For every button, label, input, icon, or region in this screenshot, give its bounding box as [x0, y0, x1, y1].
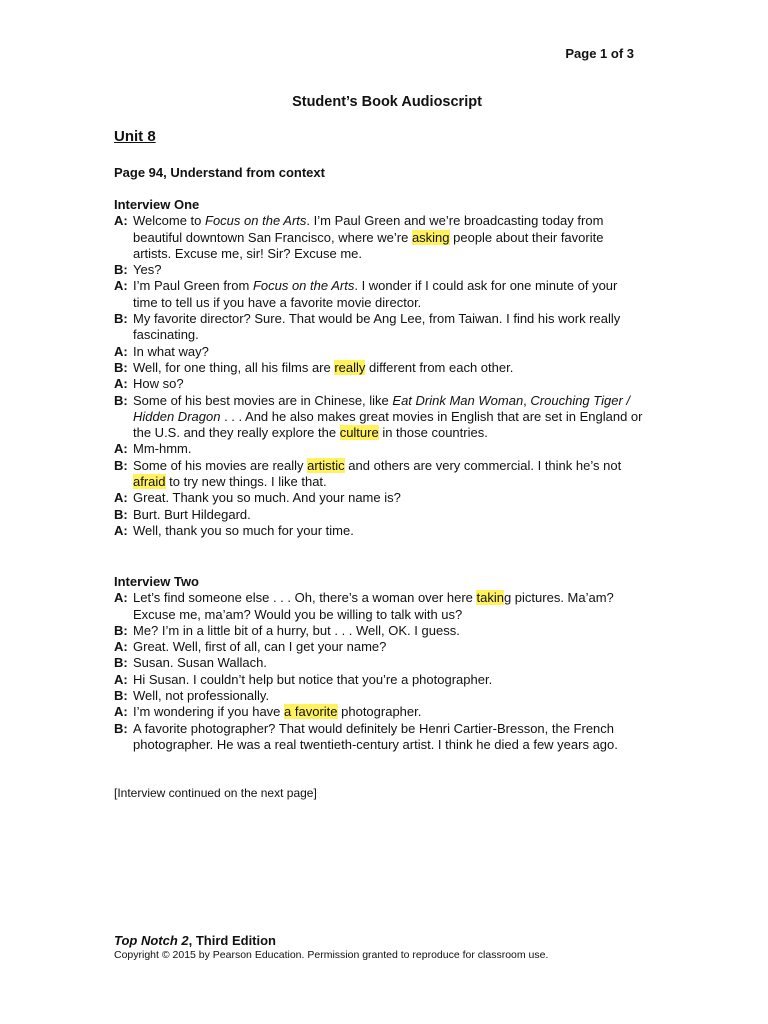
- speaker-label: B:: [114, 262, 128, 278]
- dialogue-text: Well, thank you so much for your time.: [133, 522, 354, 538]
- dialogue-text: to try new things. I like that.: [165, 474, 327, 490]
- highlighted-text: artistic: [307, 457, 345, 473]
- dialogue-line: [114, 704, 644, 720]
- dialogue-text: Me? I’m in a little bit of a hurry, but . . . Well, OK. I guess.: [133, 622, 460, 638]
- dialogue-text: I’m Paul Green from: [133, 278, 253, 294]
- dialogue-line: [114, 639, 644, 655]
- dialogue-line: [114, 393, 644, 442]
- dialogue-text: Let’s find someone else . . . Oh, there’s a woman over here: [133, 590, 477, 606]
- highlighted-text: really: [334, 359, 366, 375]
- dialogue-text: different from each other.: [365, 359, 514, 375]
- footer-edition-label: , Third Edition: [188, 933, 277, 948]
- speaker-label: A:: [114, 278, 128, 294]
- highlighted-text: afraid: [133, 474, 166, 490]
- speaker-label: A:: [114, 590, 128, 606]
- title-text: Crouching Tiger / Hidden Dragon: [133, 392, 631, 424]
- speaker-label: B:: [114, 457, 128, 473]
- dialogue-text: photographer.: [337, 704, 422, 720]
- highlighted-text: culture: [339, 425, 379, 441]
- section-heading: Page 94, Understand from context: [114, 165, 325, 180]
- speaker-label: A:: [114, 490, 128, 506]
- speaker-label: B:: [114, 688, 128, 704]
- dialogue-line: [114, 590, 644, 623]
- unit-heading: Unit 8: [114, 128, 156, 145]
- speaker-label: A:: [114, 441, 128, 457]
- speaker-label: B:: [114, 720, 128, 736]
- dialogue-text: ,: [523, 392, 531, 408]
- dialogue-line: [114, 441, 644, 457]
- speaker-label: A:: [114, 704, 128, 720]
- interview-two-lines: [114, 590, 644, 753]
- dialogue-line: [114, 655, 644, 671]
- dialogue-text: My favorite director? Sure. That would be Ang Lee, from Taiwan. I find his work really fascinating.: [133, 311, 621, 343]
- dialogue-text: How so?: [133, 376, 184, 392]
- footer-book-title: Top Notch 2: [114, 933, 189, 948]
- dialogue-line: [114, 344, 644, 360]
- dialogue-text: Great. Thank you so much. And your name is?: [133, 490, 401, 506]
- interview-two: [114, 574, 644, 753]
- page-number: Page 1 of 3: [565, 46, 634, 61]
- interview-one: [114, 197, 644, 539]
- footer-copyright: Copyright © 2015 by Pearson Education. Permission granted to reproduce for classroom use.: [114, 949, 549, 961]
- footer-edition: [114, 933, 276, 948]
- dialogue-text: and others are very commercial. I think he’s not: [344, 457, 622, 473]
- dialogue-text: Well, for one thing, all his films are: [133, 359, 335, 375]
- dialogue-text: Susan. Susan Wallach.: [133, 655, 267, 671]
- dialogue-line: [114, 507, 644, 523]
- dialogue-line: [114, 262, 644, 278]
- speaker-label: A:: [114, 213, 128, 229]
- title-text: Focus on the Arts: [252, 278, 355, 294]
- dialogue-text: . I’m Paul Green and we’re broadcasting today from beautiful downtown San Francisco, where we’re: [133, 213, 604, 245]
- speaker-label: B:: [114, 392, 128, 408]
- document-title: Student’s Book Audioscript: [292, 94, 482, 110]
- speaker-label: B:: [114, 359, 128, 375]
- dialogue-text: Burt. Burt Hildegard.: [133, 506, 251, 522]
- dialogue-text: . I wonder if I could ask for one minute of your time to tell us if you have a favorite movie director.: [133, 278, 618, 310]
- interview-two-title: Interview Two: [114, 574, 199, 589]
- dialogue-text: I’m wondering if you have: [133, 704, 285, 720]
- speaker-label: B:: [114, 622, 128, 638]
- dialogue-line: [114, 376, 644, 392]
- dialogue-line: [114, 311, 644, 344]
- dialogue-line: [114, 523, 644, 539]
- title-text: Focus on the Arts: [205, 213, 307, 229]
- dialogue-line: [114, 688, 644, 704]
- dialogue-text: Some of his movies are really: [133, 457, 308, 473]
- dialogue-text: . . . And he also makes great movies in English that are set in England or the U.S. and they really explore the: [133, 408, 643, 441]
- dialogue-text: Well, not professionally.: [133, 688, 270, 704]
- dialogue-line: [114, 213, 644, 262]
- dialogue-line: [114, 458, 644, 491]
- dialogue-line: [114, 360, 644, 376]
- dialogue-text: Some of his best movies are in Chinese, like: [133, 392, 393, 408]
- dialogue-line: [114, 490, 644, 506]
- dialogue-text: Mm-hmm.: [133, 441, 192, 457]
- dialogue-text: people about their favorite artists. Excuse me, sir! Sir? Excuse me.: [133, 229, 604, 261]
- dialogue-text: Welcome to: [133, 213, 206, 229]
- dialogue-text: g pictures. Ma’am? Excuse me, ma’am? Would you be willing to talk with us?: [133, 590, 614, 622]
- dialogue-line: [114, 278, 644, 311]
- dialogue-text: Yes?: [133, 262, 162, 278]
- speaker-label: B:: [114, 506, 128, 522]
- dialogue-line: [114, 623, 644, 639]
- interview-one-lines: [114, 213, 644, 539]
- continued-note: [Interview continued on the next page]: [114, 786, 317, 800]
- highlighted-text: takin: [476, 590, 504, 606]
- speaker-label: B:: [114, 311, 128, 327]
- speaker-label: A:: [114, 522, 128, 538]
- highlighted-text: asking: [411, 229, 450, 245]
- dialogue-text: In what way?: [133, 343, 209, 359]
- interview-one-title: Interview One: [114, 197, 200, 212]
- dialogue-text: Hi Susan. I couldn’t help but notice that you’re a photographer.: [133, 671, 493, 687]
- dialogue-text: in those countries.: [378, 425, 488, 441]
- dialogue-line: [114, 672, 644, 688]
- dialogue-line: [114, 721, 644, 754]
- highlighted-text: a favorite: [284, 704, 338, 720]
- speaker-label: A:: [114, 639, 128, 655]
- speaker-label: A:: [114, 376, 128, 392]
- title-text: Eat Drink Man Woman: [392, 392, 524, 408]
- speaker-label: A:: [114, 671, 128, 687]
- dialogue-text: Great. Well, first of all, can I get your name?: [133, 639, 387, 655]
- speaker-label: B:: [114, 655, 128, 671]
- speaker-label: A:: [114, 343, 128, 359]
- dialogue-text: A favorite photographer? That would definitely be Henri Cartier-Bresson, the French photographer. He was a real twentieth-century artist. I think he died a few years ago.: [133, 720, 618, 752]
